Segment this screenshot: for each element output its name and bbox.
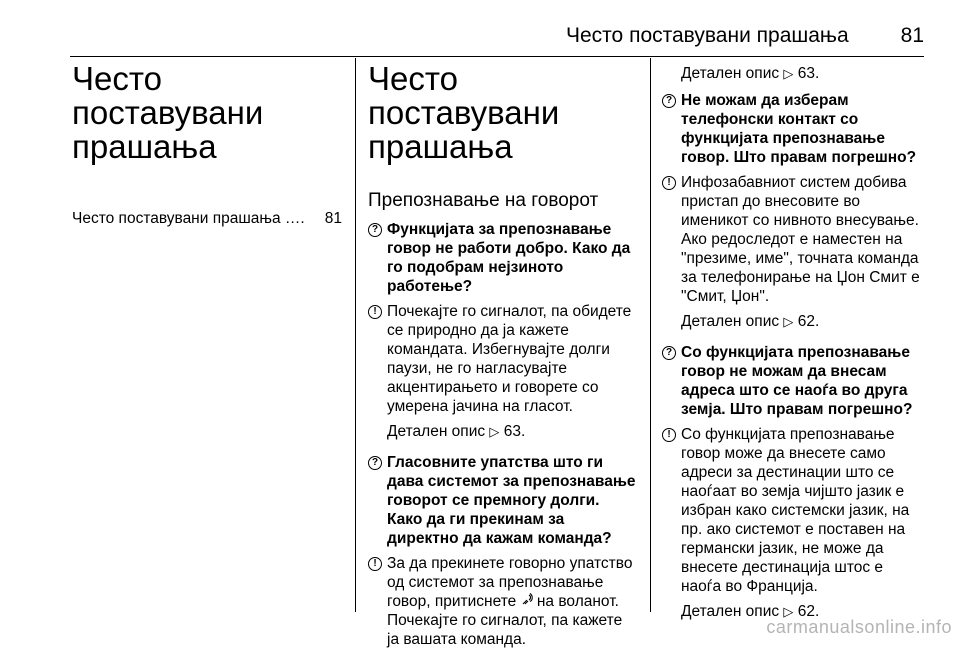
watermark: carmanualsonline.info — [766, 617, 952, 637]
question-text: Функцијата за препознавање говор не работи добро. Како да го подобрам нејзиното работење? — [387, 221, 631, 295]
info-icon: ! — [368, 305, 382, 319]
answer-4 — [662, 425, 922, 596]
arrow-icon: ▷ — [783, 604, 794, 619]
cross-reference[interactable]: Детален опис ▷ 63. — [387, 423, 526, 440]
answer-text: За да прекинете говорно упатство од системот за препознавање говор, притиснете на воланот. Почекајте го сигналот, па кажете ја вашата команда. — [387, 555, 633, 648]
answer-1 — [368, 302, 638, 416]
cross-reference[interactable]: Детален опис ▷ 62. — [681, 313, 820, 330]
toc-entry-label: Често поставувани прашања …. — [72, 210, 305, 227]
subsection-title: Препознавање на говорот — [368, 190, 599, 211]
question-text: Гласовните упатства што ги дава системот за препознавање говорот се премногу долги. Како да ги прекинам за директно да кажам команда? — [387, 454, 636, 547]
header-title: Често поставувани прашања — [566, 24, 849, 47]
header-rule — [70, 56, 924, 57]
middle-column — [368, 62, 638, 655]
column-divider-1 — [355, 58, 356, 612]
page-header — [70, 24, 924, 52]
question-1 — [368, 220, 638, 296]
voice-control-icon — [521, 593, 533, 610]
answer-3 — [662, 173, 922, 306]
question-3 — [662, 91, 922, 167]
answer-text: Почекајте го сигналот, па обидете се природно да ја кажете командата. Избегнувајте долги паузи, не го нагласувајте акцентирањето и говорете со умерена јачина на гласот. — [387, 303, 632, 415]
question-icon: ? — [368, 223, 382, 237]
question-icon: ? — [662, 94, 676, 108]
info-icon: ! — [662, 176, 676, 190]
question-2 — [368, 453, 638, 548]
cross-reference[interactable]: Детален опис ▷ 62. — [681, 603, 820, 620]
question-icon: ? — [662, 346, 676, 360]
answer-2 — [368, 554, 638, 649]
info-icon: ! — [368, 557, 382, 571]
toc-entry[interactable] — [72, 210, 342, 228]
left-column — [72, 62, 342, 228]
page-number: 81 — [900, 24, 924, 47]
question-icon: ? — [368, 456, 382, 470]
arrow-icon: ▷ — [783, 314, 794, 329]
chapter-title: Често поставувани прашања — [72, 60, 264, 165]
cross-reference[interactable]: Детален опис ▷ 63. — [681, 65, 820, 82]
question-text: Со функцијата препознавање говор не можам да внесам адреса што се наоѓа во друга земја. Што правам погрешно? — [681, 344, 913, 418]
column-divider-2 — [650, 58, 651, 612]
question-4 — [662, 343, 922, 419]
question-text: Не можам да изберам телефонски контакт со функцијата препознавање говор. Што правам погрешно? — [681, 92, 917, 166]
answer-text: Инфозабавниот систем добива пристап до внесовите во именикот со нивното внесување. Ако редоследот е наместен на "презиме, име", точната команда за телефонирање на Џон Смит е "Смит, Џон". — [681, 174, 920, 305]
info-icon: ! — [662, 428, 676, 442]
right-column — [662, 64, 922, 633]
arrow-icon: ▷ — [489, 424, 500, 439]
section-title: Често поставувани прашања — [368, 60, 560, 165]
arrow-icon: ▷ — [783, 66, 794, 81]
answer-text: Со функцијата препознавање говор може да внесете само адреси за дестинации што се наоѓаат во земја чијшто јазик е избран како системски јазик, на пр. ако системот е поставен на германски јазик, не може да внесете дестинација штос е наоѓа во Франција. — [681, 426, 910, 595]
toc-entry-page: 81 — [324, 210, 342, 227]
